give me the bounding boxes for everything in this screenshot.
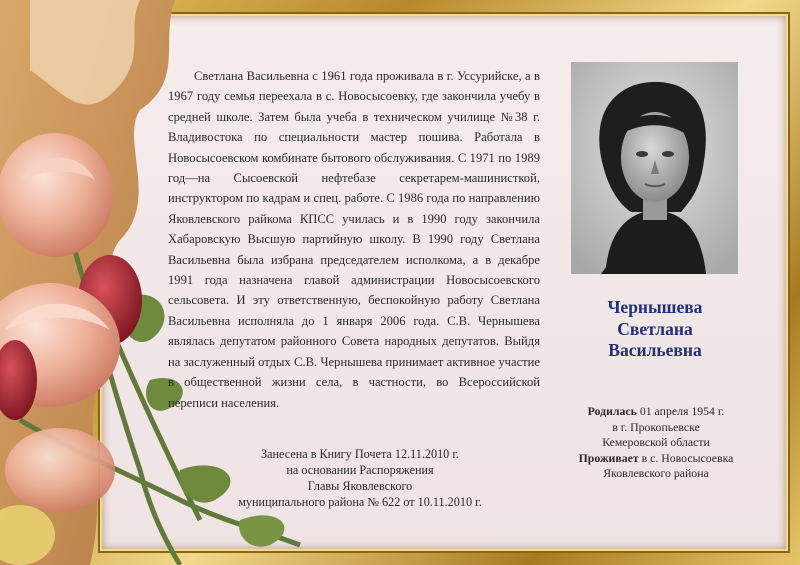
born-city: в г. Прокопьевске [612, 419, 700, 434]
honor-line: муниципального района № 622 от 10.11.2010 г. [238, 495, 482, 509]
birth-residence-info [545, 404, 767, 482]
person-name [560, 297, 750, 362]
lives-district: Яковлевского района [603, 466, 709, 480]
born-region: Кемеровской области [602, 435, 710, 449]
lives-village: в с. Новосысоевка [641, 450, 734, 465]
lives-label: Проживает [578, 450, 639, 465]
honor-book-record [212, 446, 508, 510]
honor-line: на основании Распоряжения [286, 463, 434, 477]
patronymic: Васильевна [608, 340, 702, 360]
surname: Чернышева [607, 297, 703, 317]
honor-line: Главы Яковлевского [307, 479, 413, 493]
honor-line: Занесена в Книгу Почета 12.11.2010 г. [261, 447, 459, 461]
first-name: Светлана [617, 318, 693, 339]
portrait-photo [571, 62, 738, 274]
born-label: Родилась [587, 404, 637, 418]
born-date: 01 апреля 1954 г. [639, 404, 725, 418]
biography-text: Светлана Васильевна с 1961 года проживала в г. Уссурийске, а в 1967 году семья переехала в с. Новосысоевку, где закончила учебу в средней школе. Затем была учеба в техническом училище №38 г. Владивостока по специальности мастер пошива. Работала в Новосысоевском комбинате бытового обслуживания. С 1971 по 1989 год—на Сысоевской нефтебазе секретарем-машинисткой, инструктором по кадрам и спец. работе. С 1986 года по направлению Яковлевского райкома КПСС училась и в 1990 году закончила Хабаровскую Высшую партийную школу. В 1990 году Светлана Васильевна была избрана председателем исполкома, а в декабре 1991 года назначена главой администрации Новосысоевского сельсовета. И эту ответственную, беспокойную работу Светлана Васильевна исполняла до 1 января 2006 года. С.В. Чернышева являлась депутатом районного Совета народных депутатов. Выйдя на заслуженный отдых С.В. Чернышева принимает активное участие в общественной жизни села, в частности, во Всероссийской переписи населения. [168, 69, 540, 410]
